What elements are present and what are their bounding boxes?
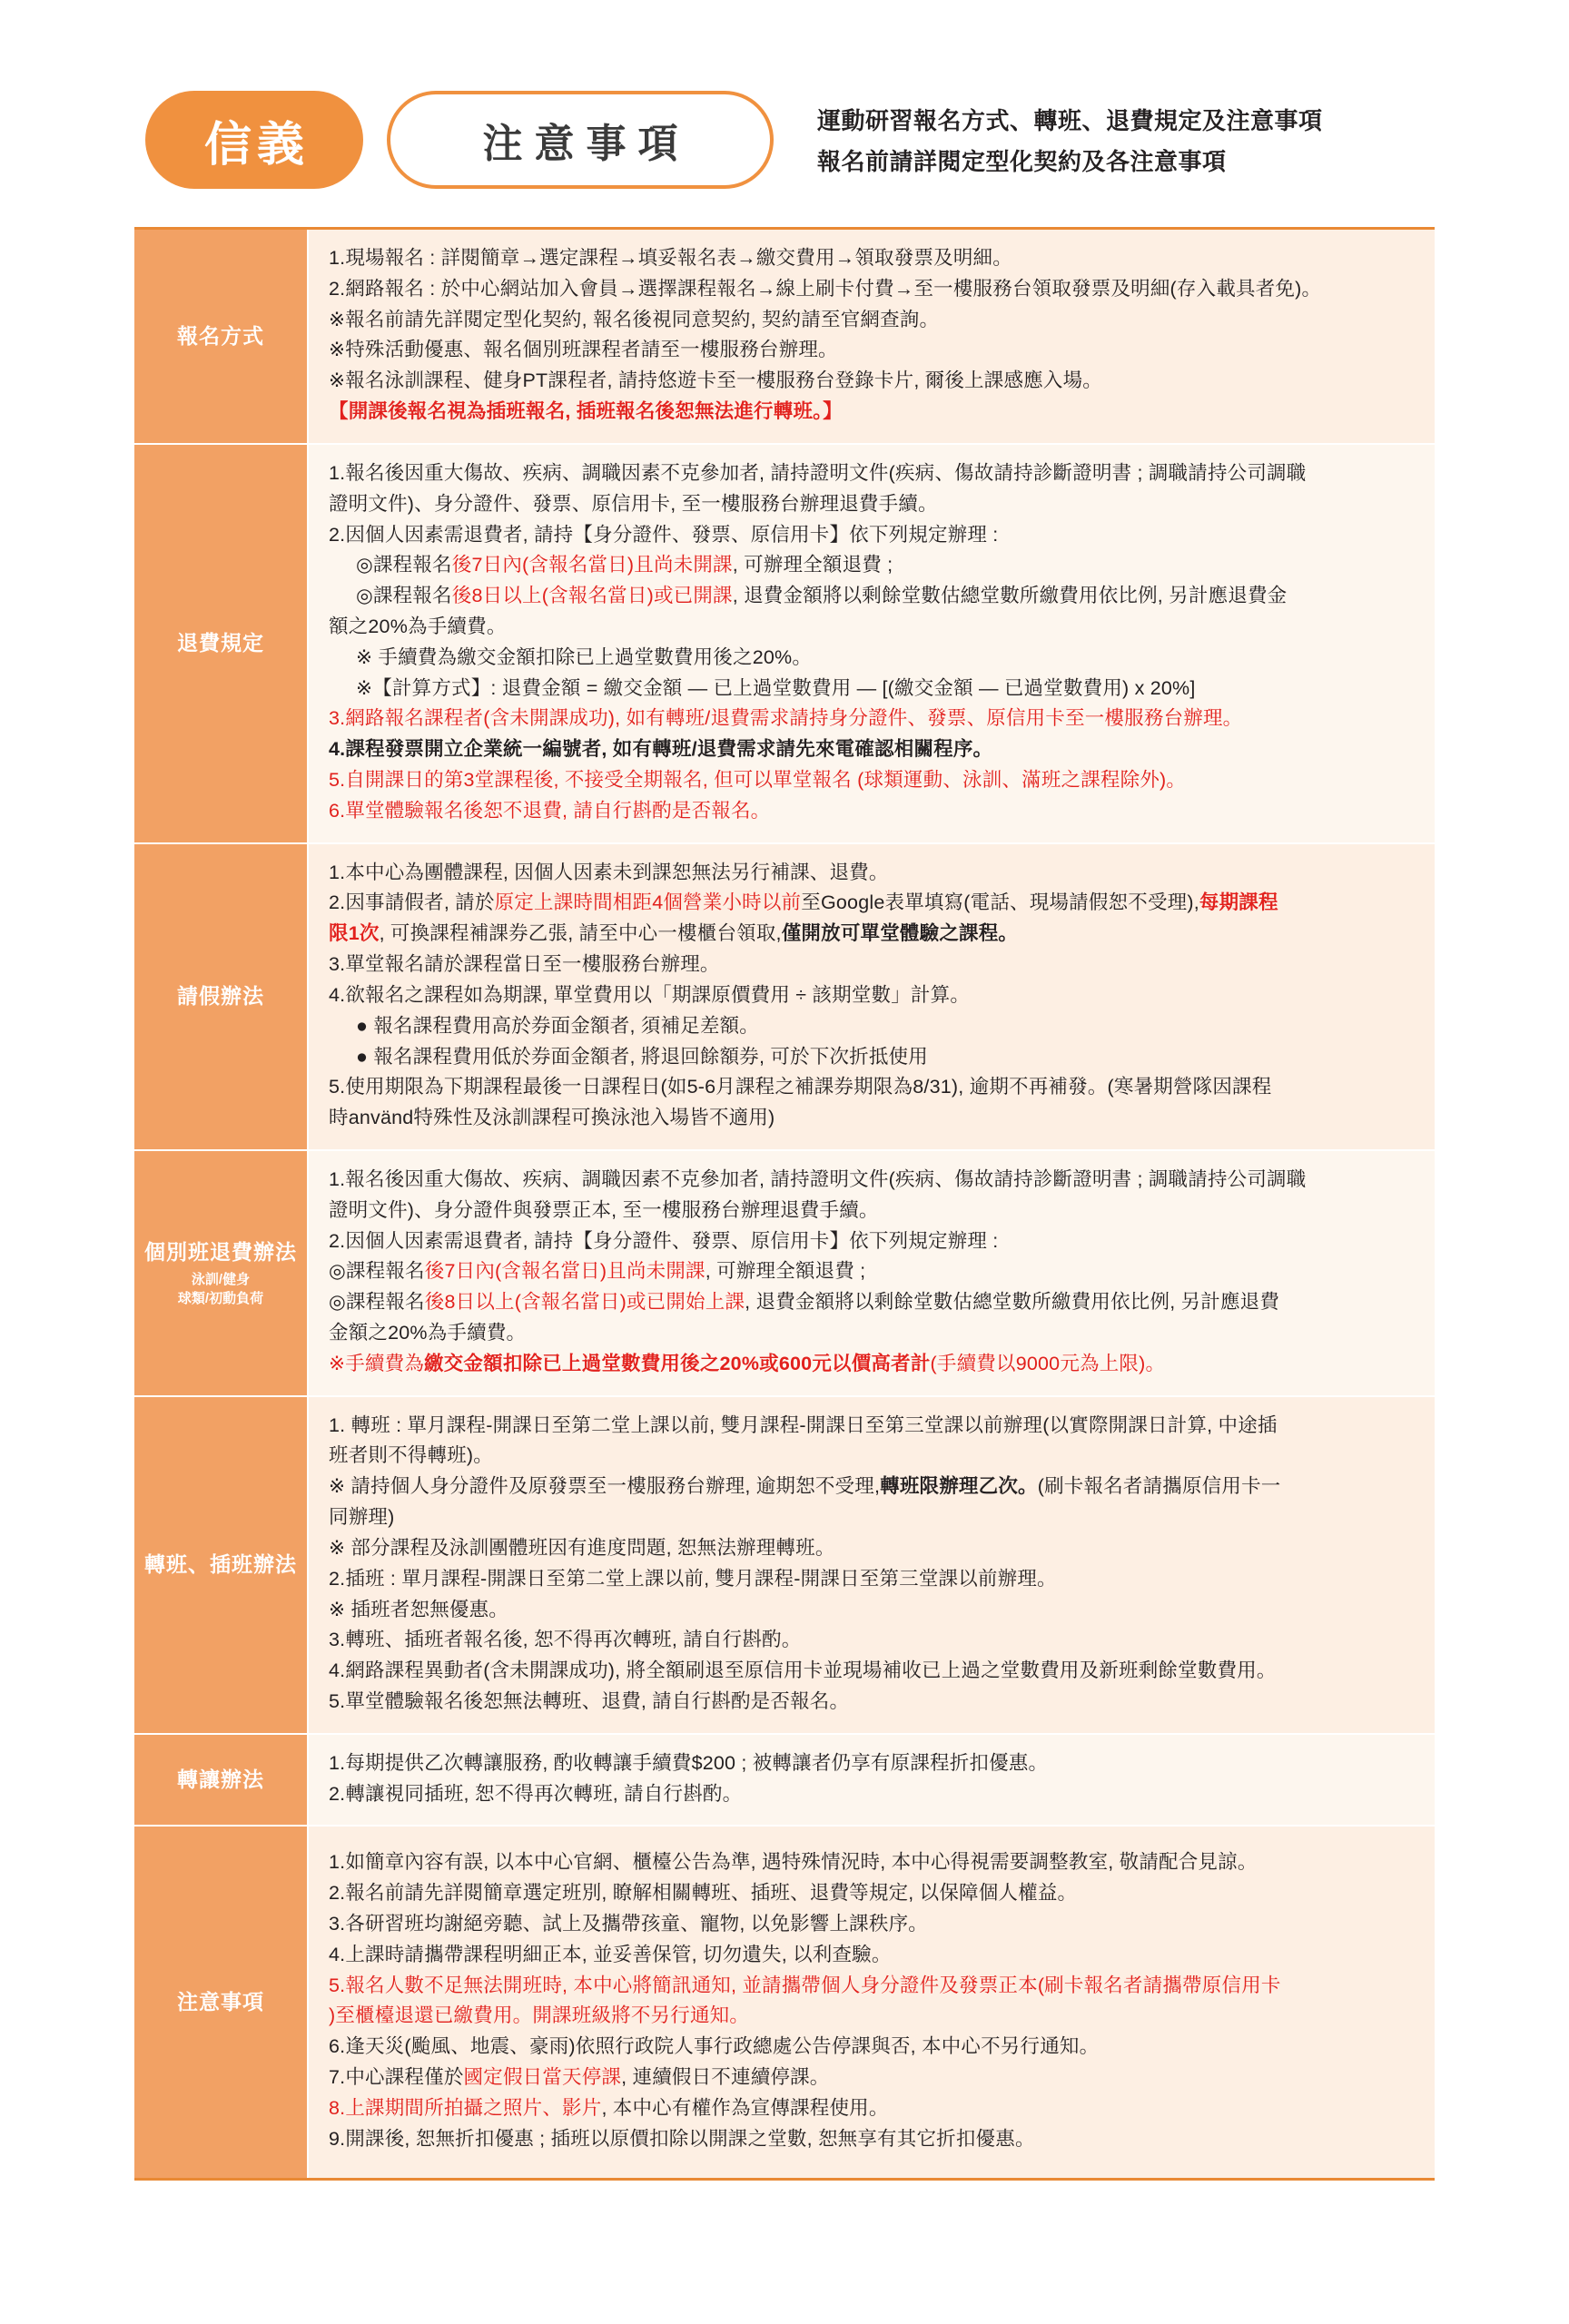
section-line	[329, 582, 1416, 611]
line-text: 原定上課時間相距4個營業小時以前	[494, 891, 802, 914]
section-line	[329, 735, 1416, 764]
line-text: ※ 插班者恕無優惠。	[329, 1598, 508, 1620]
line-text: 1. 轉班 : 單月課程-開課日至第二堂上課以前, 雙月課程-開課日至第三堂課以前辦理(以實際開課日計算, 中途插	[329, 1413, 1278, 1436]
section-label-cell	[134, 1397, 307, 1733]
line-text: 4.課程發票開立企業統一編號者, 如有轉班/退費需求請先來電確認相關程序。	[329, 738, 993, 761]
section-label-cell	[134, 1735, 307, 1826]
line-text: 國定假日當天停課	[463, 2066, 622, 2089]
line-text: 證明文件)、身分證件與發票正本, 至一樓服務台辦理退費手續。	[329, 1198, 879, 1221]
line-text: 6.逢天災(颱風、地震、豪雨)依照行政院人事行政總處公告停課與否, 本中心不另行通知。	[329, 2035, 1100, 2058]
section-line	[329, 1472, 1416, 1502]
line-text: 8.上課期間所拍攝之照片、影片	[329, 2096, 602, 2119]
section-line	[329, 1043, 1416, 1072]
section-line	[329, 2033, 1416, 2062]
brand-label: 信義	[203, 118, 310, 172]
line-text: 3.網路報名課程者(含未開課成功), 如有轉班/退費需求請持身分證件、發票、原信用卡至一樓服務台辦理。	[329, 707, 1243, 730]
line-text: 金額之20%為手續費。	[329, 1322, 527, 1344]
section-label-cell	[134, 1151, 307, 1395]
section-line	[329, 459, 1416, 488]
section-line	[329, 1780, 1416, 1809]
line-text: 5.自開課日的第3堂課程後, 不接受全期報名, 但可以單堂報名 (球類運動、泳訓、滿班之課程除外)。	[329, 769, 1187, 791]
section-line	[329, 920, 1416, 949]
section-content	[307, 1397, 1435, 1733]
line-text: 5.單堂體驗報名後恕無法轉班、退費, 請自行斟酌是否報名。	[329, 1689, 850, 1712]
section-line	[329, 644, 1416, 673]
line-text: 每期課程	[1199, 891, 1278, 914]
line-text: , 可換課程補課券乙張, 請至中心一樓櫃台領取,	[379, 922, 782, 945]
line-text: ※【計算方式】: 退費金額 = 繳交金額 — 已上過堂數費用 — [(繳交金額 — 已過堂數費用) x 20%]	[356, 676, 1196, 699]
section-line	[329, 1749, 1416, 1778]
section-content	[307, 844, 1435, 1149]
line-text: 1.本中心為團體課程, 因個人因素未到課恕無法另行補課、退費。	[329, 861, 889, 883]
line-text: , 連續假日不連續停課。	[621, 2066, 830, 2089]
section-line	[329, 1972, 1416, 2001]
line-text: 後8日以上(含報名當日)或已開課	[451, 585, 733, 607]
section-line	[329, 766, 1416, 795]
line-text: 額之20%為手續費。	[329, 615, 507, 637]
section-line	[329, 367, 1416, 396]
section-line	[329, 1412, 1416, 1441]
table-row	[134, 1397, 1435, 1735]
line-text: 4.網路課程異動者(含未開課成功), 將全額刷退至原信用卡並現場補收已上過之堂數費用及新班剩餘堂數費用。	[329, 1659, 1277, 1682]
line-text: 至Google表單填寫(電話、現場請假恕不受理),	[801, 891, 1199, 914]
section-line	[329, 1657, 1416, 1686]
line-text: 5.報名人數不足無法開班時, 本中心將簡訊通知, 並請攜帶個人身分證件及發票正本(刷卡報名者請攜帶原信用卡	[329, 1974, 1281, 1996]
line-text: ◎課程報名	[356, 554, 452, 576]
line-text: 證明文件)、身分證件、發票、原信用卡, 至一樓服務台辦理退費手續。	[329, 492, 938, 515]
section-line	[329, 2094, 1416, 2123]
line-text: ◎課程報名	[356, 585, 452, 607]
section-line	[329, 1227, 1416, 1256]
line-text: 1.報名後因重大傷故、疾病、調職因素不克參加者, 請持證明文件(疾病、傷故請持診斷證明書 ; 調職請持公司調職	[329, 461, 1307, 484]
section-content	[307, 1151, 1435, 1395]
line-text: 限1次	[329, 922, 380, 945]
section-line	[329, 1941, 1416, 1970]
line-text: 僅開放可單堂體驗之課程。	[781, 922, 1019, 945]
line-text: 4.欲報名之課程如為期課, 單堂費用以「期課原價費用 ÷ 該期堂數」計算。	[329, 983, 971, 1006]
line-text: 轉班限辦理乙次。	[880, 1475, 1038, 1498]
line-text: 2.因事請假者, 請於	[329, 891, 495, 914]
line-text: 班者則不得轉班)。	[329, 1444, 493, 1467]
page-title: 注意事項	[482, 122, 690, 166]
section-label: 報名方式	[177, 323, 264, 348]
section-line	[329, 1910, 1416, 1939]
section-line	[329, 1879, 1416, 1908]
section-line	[329, 244, 1416, 273]
line-text: 繳交金額扣除已上過堂數費用後之20%或600元以價高者計	[424, 1352, 931, 1374]
line-text: (刷卡報名者請攜原信用卡一	[1037, 1475, 1281, 1498]
line-text: 2.轉讓視同插班, 恕不得再次轉班, 請自行斟酌。	[329, 1782, 743, 1805]
line-text: 2.網路報名 : 於中心網站加入會員→選擇課程報名→線上刷卡付費→至一樓服務台領取發票及明細(存入載具者免)。	[329, 277, 1322, 300]
section-line	[329, 950, 1416, 980]
section-label: 轉班、插班辦法	[144, 1552, 297, 1577]
line-text: 5.使用期限為下期課程最後一日課程日(如5-6月課程之補課券期限為8/31), 逾期不再補發。(寒暑期營隊因課程	[329, 1076, 1272, 1098]
section-content	[307, 445, 1435, 842]
line-text: 2.因個人因素需退費者, 請持【身分證件、發票、原信用卡】依下列規定辦理 :	[329, 523, 999, 546]
section-sublabel: 泳訓/健身 球類/初動負荷	[177, 1271, 264, 1306]
section-line	[329, 859, 1416, 888]
line-text: ◎課程報名	[329, 1260, 425, 1283]
section-label-cell	[134, 230, 307, 443]
line-text: , 退費金額將以剩餘堂數估總堂數所繳費用依比例, 另計應退費金	[732, 585, 1288, 607]
section-line	[329, 1012, 1416, 1041]
section-line	[329, 1073, 1416, 1102]
section-line	[329, 275, 1416, 304]
section-line	[329, 1257, 1416, 1286]
line-text: 後7日內(含報名當日)且尚未開課	[451, 554, 733, 576]
header-subtitle-line1: 運動研習報名方式、轉班、退費規定及注意事項	[817, 107, 1323, 134]
section-content	[307, 1827, 1435, 2177]
line-text: (手續費以9000元為上限)。	[930, 1352, 1166, 1374]
line-text: 6.單堂體驗報名後恕不退費, 請自行斟酌是否報名。	[329, 799, 771, 822]
line-text: , 退費金額將以剩餘堂數估總堂數所繳費用依比例, 另計應退費	[745, 1291, 1280, 1314]
section-content	[307, 230, 1435, 443]
section-line	[329, 490, 1416, 519]
line-text: ※ 部分課程及泳訓團體班因有進度問題, 恕無法辦理轉班。	[329, 1536, 835, 1559]
section-line	[329, 1104, 1416, 1133]
line-text: ※ 請持個人身分證件及原發票至一樓服務台辦理, 逾期恕不受理,	[329, 1475, 881, 1498]
line-text: 同辦理)	[329, 1506, 395, 1529]
line-text: ※ 手續費為繳交金額扣除已上過堂數費用後之20%。	[356, 645, 813, 668]
section-line	[329, 2002, 1416, 2031]
line-text: 1.報名後因重大傷故、疾病、調職因素不克參加者, 請持證明文件(疾病、傷故請持診斷證明書 ; 調職請持公司調職	[329, 1167, 1307, 1190]
line-text: 3.單堂報名請於課程當日至一樓服務台辦理。	[329, 953, 720, 976]
section-line	[329, 889, 1416, 918]
section-line	[329, 1288, 1416, 1317]
line-text: ◎課程報名	[329, 1291, 425, 1314]
section-label: 退費規定	[177, 631, 264, 655]
table-row	[134, 445, 1435, 844]
section-line	[329, 704, 1416, 734]
line-text: 1.如簡章內容有誤, 以本中心官網、櫃檯公告為準, 遇特殊情況時, 本中心得視需要調整教室, 敬請配合見諒。	[329, 1851, 1258, 1874]
line-text: ※報名泳訓課程、健身PT課程者, 請持悠遊卡至一樓服務台登錄卡片, 爾後上課感應入場。	[329, 369, 1102, 392]
section-line	[329, 521, 1416, 550]
section-line	[329, 613, 1416, 642]
line-text: 2.報名前請先詳閱簡章選定班別, 瞭解相關轉班、插班、退費等規定, 以保障個人權益。	[329, 1882, 1078, 1905]
section-line	[329, 398, 1416, 427]
table-row	[134, 1827, 1435, 2177]
line-text: ● 報名課程費用低於券面金額者, 將退回餘額券, 可於下次折抵使用	[356, 1045, 928, 1068]
section-line	[329, 1350, 1416, 1379]
section-line	[329, 1626, 1416, 1655]
line-text: ※特殊活動優惠、報名個別班課程者請至一樓服務台辦理。	[329, 339, 838, 361]
notice-table	[134, 227, 1435, 2181]
line-text: 【開課後報名視為插班報名, 插班報名後恕無法進行轉班。】	[329, 400, 843, 423]
section-line	[329, 1166, 1416, 1195]
line-text: )至櫃檯退還已繳費用。開課班級將不另行通知。	[329, 2004, 750, 2027]
line-text: 後8日以上(含報名當日)或已開始上課	[424, 1291, 745, 1314]
header-subtitle	[817, 103, 1323, 177]
table-row	[134, 1735, 1435, 1827]
page-header	[0, 0, 1569, 189]
section-line	[329, 797, 1416, 826]
line-text: 後7日內(含報名當日)且尚未開課	[424, 1260, 706, 1283]
line-text: ※報名前請先詳閱定型化契約, 報名後視同意契約, 契約請至官網查詢。	[329, 308, 940, 330]
line-text: 2.因個人因素需退費者, 請持【身分證件、發票、原信用卡】依下列規定辦理 :	[329, 1229, 999, 1252]
section-content	[307, 1735, 1435, 1826]
line-text: 時använd特殊性及泳訓課程可換泳池入場皆不適用)	[329, 1107, 775, 1129]
section-line	[329, 1319, 1416, 1348]
section-label-cell	[134, 1827, 307, 2177]
line-text: ※手續費為	[329, 1352, 425, 1374]
section-label-cell	[134, 844, 307, 1149]
table-row	[134, 1151, 1435, 1397]
section-label-cell	[134, 445, 307, 842]
line-text: , 可辦理全額退費 ;	[732, 554, 893, 576]
header-subtitle-line2: 報名前請詳閱定型化契約及各注意事項	[817, 148, 1227, 175]
section-label: 請假辦法	[177, 984, 264, 1009]
section-line	[329, 675, 1416, 704]
table-row	[134, 844, 1435, 1151]
section-line	[329, 306, 1416, 335]
section-line	[329, 1503, 1416, 1532]
section-line	[329, 1534, 1416, 1563]
section-line	[329, 1442, 1416, 1471]
line-text: ● 報名課程費用高於券面金額者, 須補足差額。	[356, 1014, 760, 1037]
line-text: 3.各研習班均謝絕旁聽、試上及攜帶孩童、寵物, 以免影響上課秩序。	[329, 1913, 928, 1935]
section-line	[329, 2063, 1416, 2093]
section-line	[329, 551, 1416, 580]
section-line	[329, 1688, 1416, 1717]
section-label: 注意事項	[177, 1989, 264, 2014]
line-text: 2.插班 : 單月課程-開課日至第二堂上課以前, 雙月課程-開課日至第三堂課以前辦理。	[329, 1567, 1057, 1590]
section-line	[329, 2125, 1416, 2154]
line-text: 7.中心課程僅於	[329, 2066, 464, 2089]
section-line	[329, 1565, 1416, 1594]
section-line	[329, 1596, 1416, 1625]
line-text: 4.上課時請攜帶課程明細正本, 並妥善保管, 切勿遺失, 以利查驗。	[329, 1943, 892, 1965]
brand-badge	[145, 91, 363, 189]
section-line	[329, 336, 1416, 365]
line-text: 9.開課後, 恕無折扣優惠 ; 插班以原價扣除以開課之堂數, 恕無享有其它折扣優惠。	[329, 2127, 1035, 2150]
section-label: 個別班退費辦法	[144, 1239, 297, 1264]
table-row	[134, 230, 1435, 445]
line-text: 1.現場報名 : 詳閱簡章→選定課程→填妥報名表→繳交費用→領取發票及明細。	[329, 247, 1012, 269]
page-title-badge	[387, 91, 774, 189]
section-line	[329, 981, 1416, 1010]
line-text: 3.轉班、插班者報名後, 恕不得再次轉班, 請自行斟酌。	[329, 1629, 802, 1651]
section-label: 轉讓辦法	[177, 1768, 264, 1792]
line-text: 1.每期提供乙次轉讓服務, 酌收轉讓手續費$200 ; 被轉讓者仍享有原課程折扣優惠。	[329, 1751, 1049, 1774]
line-text: , 本中心有權作為宣傳課程使用。	[601, 2096, 889, 2119]
section-line	[329, 1196, 1416, 1226]
section-line	[329, 1848, 1416, 1877]
line-text: , 可辦理全額退費 ;	[705, 1260, 866, 1283]
